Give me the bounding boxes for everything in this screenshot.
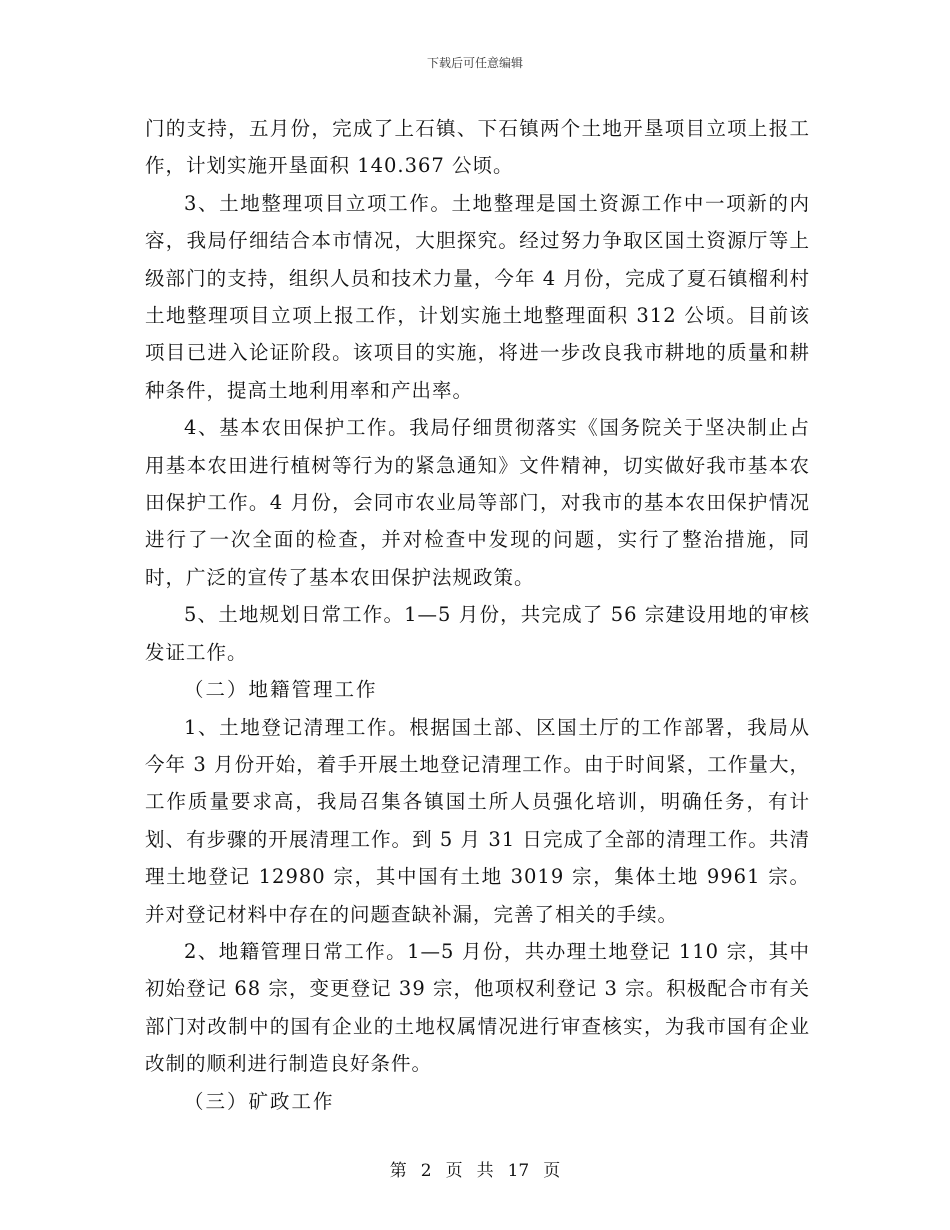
footer-prefix: 第 xyxy=(389,1161,407,1181)
document-body xyxy=(145,110,810,1120)
page-header: 下载后可任意编辑 xyxy=(426,56,523,70)
footer-total-pages: 17 xyxy=(507,1161,530,1181)
paragraph-land-planning: 5、土地规划日常工作。1—5 月份，共完成了 56 宗建设用地的审核发证工作。 xyxy=(145,603,810,664)
section-heading-mining: （三）矿政工作 xyxy=(184,1089,335,1113)
footer-page-word: 页 xyxy=(445,1161,463,1181)
paragraph-cadastral-daily: 2、地籍管理日常工作。1—5 月份，共办理土地登记 110 宗，其中初始登记 68 宗，变更登记 39 宗，他项权利登记 3 宗。积极配合市有关部门对改制中的国有企业的土地权属情况进行审查核实，为我市国有企业改制的顺利进行制造良好条件。 xyxy=(145,939,810,1076)
paragraph-registration-cleanup: 1、土地登记清理工作。根据国土部、区国土厅的工作部署，我局从今年 3 月份开始，着手开展土地登记清理工作。由于时间紧，工作量大，工作质量要求高，我局召集各镇国土所人员强化培训，明确任务，有计划、有步骤的开展清理工作。到 5 月 31 日完成了全部的清理工作。共清理土地登记 12980 宗，其中国有土地 3019 宗，集体土地 9961 宗。并对登记材料中存在的问题查缺补漏，完善了相关的手续。 xyxy=(145,715,810,926)
paragraph-land-consolidation: 3、土地整理项目立项工作。土地整理是国土资源工作中一项新的内容，我局仔细结合本市情况，大胆探究。经过努力争取区国土资源厅等上级部门的支持，组织人员和技术力量，今年 4 月份，完成了夏石镇榴利村土地整理项目立项上报工作，计划实施土地整理面积 312 公顷。目前该项目已进入论证阶段。该项目的实施，将进一步改良我市耕地的质量和耕种条件，提高土地利用率和产出率。 xyxy=(145,191,810,402)
footer-total-word: 共 xyxy=(476,1161,494,1181)
page-footer xyxy=(0,1156,950,1181)
footer-suffix: 页 xyxy=(543,1161,561,1181)
paragraph-continuation: 门的支持，五月份，完成了上石镇、下石镇两个土地开垦项目立项上报工作，计划实施开垦面积 140.367 公顷。 xyxy=(145,117,810,178)
section-heading-cadastral: （二）地籍管理工作 xyxy=(184,678,378,702)
footer-page-number: 2 xyxy=(420,1161,432,1181)
paragraph-farmland-protection: 4、基本农田保护工作。我局仔细贯彻落实《国务院关于坚决制止占用基本农田进行植树等行为的紧急通知》文件精神，切实做好我市基本农田保护工作。4 月份，会同市农业局等部门，对我市的基本农田保护情况进行了一次全面的检查，并对检查中发现的问题，实行了整治措施，同时，广泛的宣传了基本农田保护法规政策。 xyxy=(145,416,810,589)
